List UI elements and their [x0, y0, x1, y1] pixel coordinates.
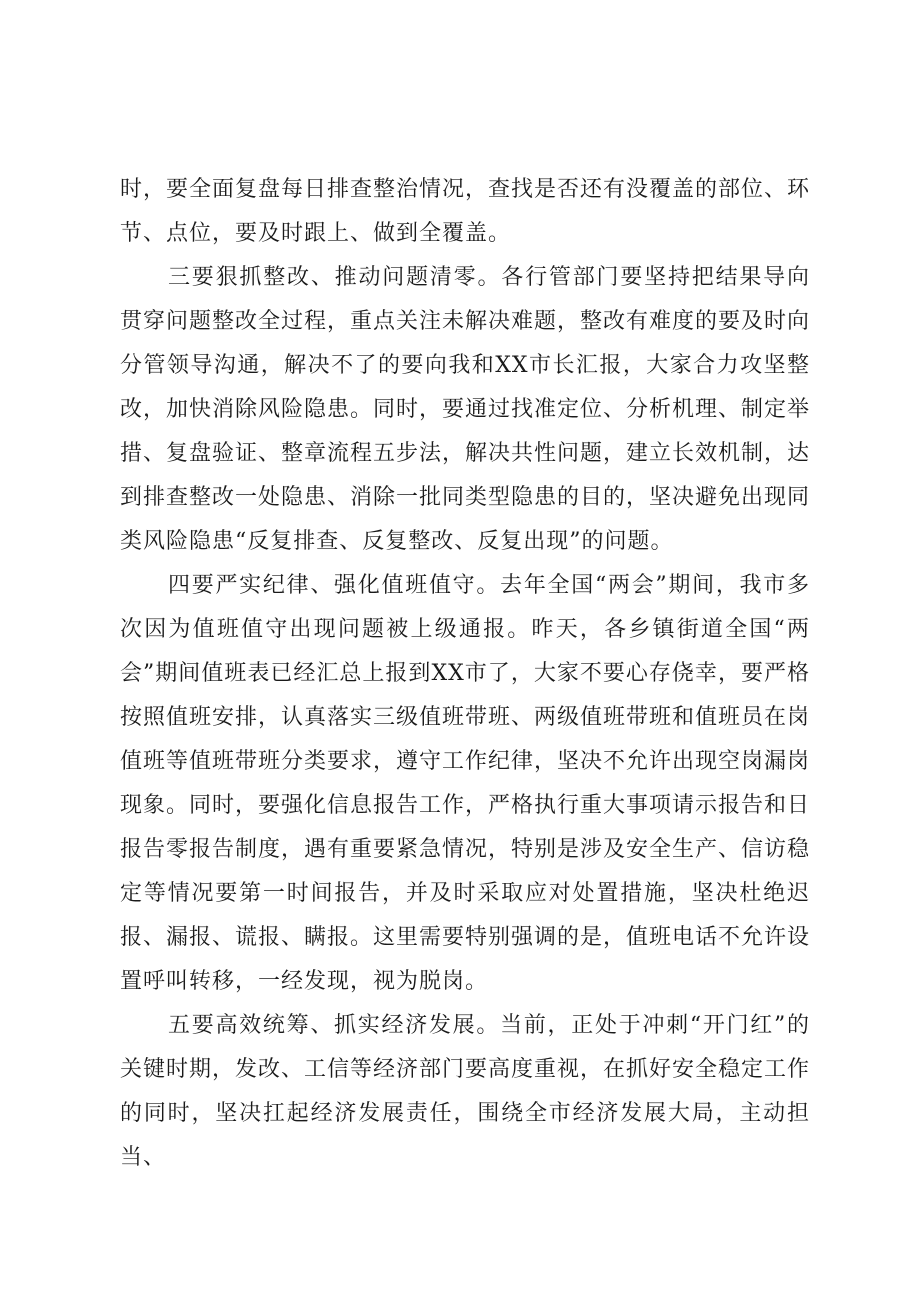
paragraph-continuation: 时，要全面复盘每日排查整治情况，查找是否还有没覆盖的部位、环节、点位，要及时跟上、做到全覆盖。: [120, 177, 811, 246]
paragraph-section-four: 四要严实纪律、强化值班值守。去年全国“两会”期间，我市多次因为值班值守出现问题被上级通报。昨天，各乡镇街道全国“两会”期间值班表已经汇总上报到XX市了，大家不要心存侥幸，要严格按照值班安排，认真落实三级值班带班、两级值班带班和值班员在岗值班等值班带班分类要求，遵守工作纪律，坚决不允许出现空岗漏岗现象。同时，要强化信息报告工作，严格执行重大事项请示报告和日报告零报告制度，遇有重要紧急情况，特别是涉及安全生产、信访稳定等情况要第一时间报告，并及时采取应对处置措施，坚决杜绝迟报、漏报、谎报、瞒报。这里需要特别强调的是，值班电话不允许设置呼叫转移，一经发现，视为脱岗。: [120, 573, 811, 994]
paragraph-section-five: 五要高效统筹、抓实经济发展。当前，正处于冲刺“开门红”的关键时期，发改、工信等经济部门要高度重视，在抓好安全稳定工作的同时，坚决扛起经济发展责任，围绕全市经济发展大局，主动担当、: [120, 1013, 811, 1170]
paragraph-section-three: 三要狠抓整改、推动问题清零。各行管部门要坚持把结果导向贯穿问题整改全过程，重点关注未解决难题，整改有难度的要及时向分管领导沟通，解决不了的要向我和XX市长汇报，大家合力攻坚整改，加快消除风险隐患。同时，要通过找准定位、分析机理、制定举措、复盘验证、整章流程五步法，解决共性问题，建立长效机制，达到排查整改一处隐患、消除一批同类型隐患的目的，坚决避免出现同类风险隐患“反复排查、反复整改、反复出现”的问题。: [120, 265, 811, 554]
document-body: [120, 168, 810, 1180]
